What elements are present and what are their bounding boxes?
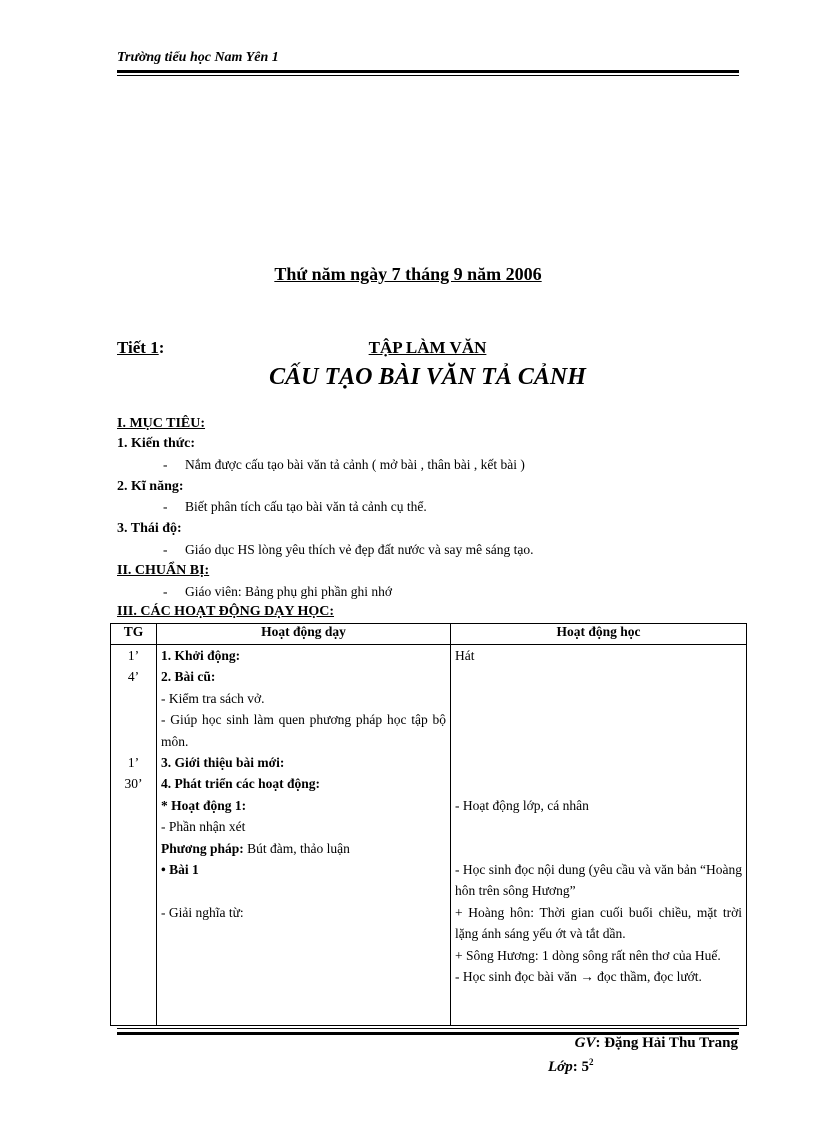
table-header-row [111, 624, 747, 645]
lesson-subject: TẬP LÀM VĂN [368, 338, 487, 357]
learn-line: + Hoàng hôn: Thời gian cuối buổi chiều, mặt trời lặng ánh sáng yếu ớt và tắt dần. [455, 904, 742, 942]
teach-line: - Phần nhận xét [161, 819, 246, 835]
teacher-name: GV: Đặng Hải Thu Trang [574, 1035, 738, 1051]
teach-line: 1. Khởi động: [161, 648, 241, 663]
teach-line: • Bài 1 [161, 862, 199, 878]
activities-heading: III. CÁC HOẠT ĐỘNG DẠY HỌC: [117, 604, 335, 619]
teach-line: - Kiểm tra sách vở. [161, 690, 265, 706]
school-name: Trường tiểu học Nam Yên 1 [117, 50, 279, 65]
lesson-number: Tiết 1: [117, 338, 165, 357]
prep-item: - Giáo viên: Bảng phụ ghi phần ghi nhớ [163, 584, 392, 599]
class-name: Lớp: $5^2$ [548, 1057, 594, 1075]
tg-column [111, 645, 157, 1026]
teach-line: 2. Bài cũ: [161, 669, 216, 685]
teach-line: 4. Phát triển các hoạt động: [161, 776, 320, 792]
header-tg: TG [111, 624, 157, 645]
tg-value: 30’ [124, 776, 143, 792]
attitude-item: - Giáo dục HS lòng yêu thích vẻ đẹp đất nước và say mê sáng tạo. [163, 542, 534, 557]
knowledge-heading: 1. Kiến thức: [117, 436, 196, 451]
tg-value: 4’ [127, 669, 140, 685]
teach-column [157, 645, 451, 1026]
teach-line: * Hoạt động 1: [161, 797, 247, 813]
skills-item: - Biết phân tích cấu tạo bài văn tả cảnh cụ thể. [163, 499, 427, 514]
learn-line: + Sông Hương: 1 dòng sông rất nên thơ của Huế. [455, 947, 721, 963]
learn-line: - Hoạt động lớp, cá nhân [455, 797, 589, 813]
header-learn: Hoạt động học [451, 624, 747, 645]
lesson-title: CẤU TẠO BÀI VĂN TẢ CẢNH [269, 364, 586, 390]
objectives-heading: I. MỤC TIÊU: [117, 416, 206, 431]
bullet-icon: • [161, 862, 166, 878]
header-teach: Hoạt động dạy [157, 624, 451, 645]
prep-heading: II. CHUẨN BỊ: [117, 563, 210, 578]
date-line: Thứ năm ngày 7 tháng 9 năm 2006 [274, 264, 542, 284]
learn-line: - Học sinh đọc nội dung (yêu cầu và văn bản “Hoàng hôn trên sông Hương” [455, 862, 742, 899]
teach-line: - Giải nghĩa từ: [161, 904, 244, 920]
learn-line: Hát [455, 648, 475, 663]
teach-line: Phương pháp: Bút đàm, thảo luận [161, 840, 350, 856]
skills-heading: 2. Kĩ năng: [117, 479, 184, 494]
learn-column [451, 645, 747, 1026]
header-rule-thin [117, 75, 739, 76]
teach-line: - Giúp học sinh làm quen phương pháp học tập bộ môn. [161, 712, 446, 749]
table-row [111, 645, 747, 1026]
attitude-heading: 3. Thái độ: [117, 521, 182, 536]
learn-line: - Học sinh đọc bài văn → đọc thầm, đọc lướt. [455, 969, 702, 985]
footer-rule-thin [117, 1028, 739, 1029]
activities-table [110, 623, 747, 1026]
tg-value: 1’ [127, 648, 140, 663]
header-rule [117, 70, 739, 73]
arrow-right-icon: → [580, 969, 594, 985]
tg-value: 1’ [127, 755, 140, 771]
knowledge-item: - Nắm được cấu tạo bài văn tả cảnh ( mở bài , thân bài , kết bài ) [163, 457, 525, 472]
teach-line: 3. Giới thiệu bài mới: [161, 755, 285, 771]
